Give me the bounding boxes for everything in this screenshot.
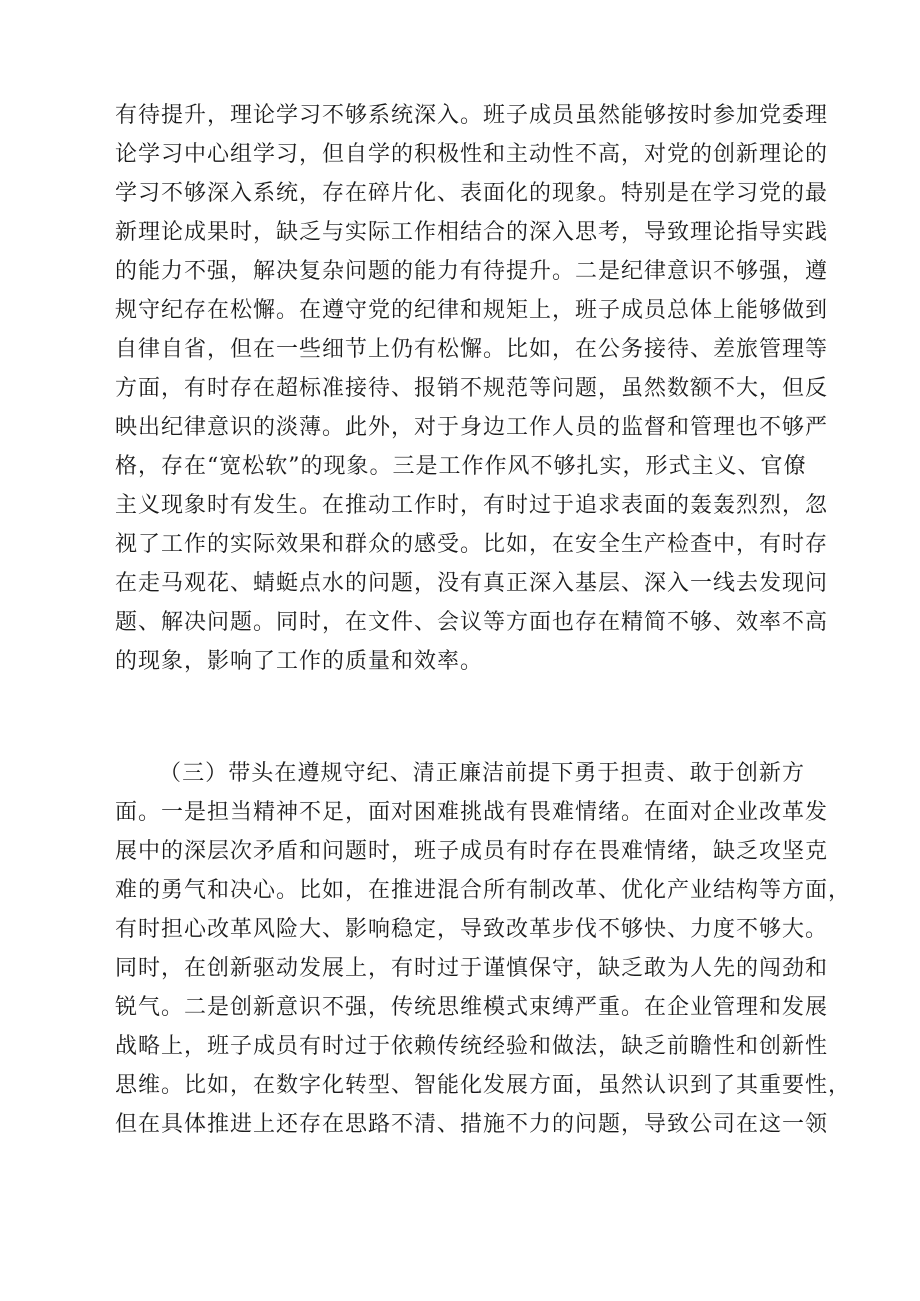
text-line: 视了工作的实际效果和群众的感受。比如，在安全生产检查中，有时存 xyxy=(115,532,829,557)
text-line: 但在具体推进上还存在思路不清、措施不力的问题，导致公司在这一领 xyxy=(115,1112,829,1137)
body-paragraph-1 xyxy=(115,96,829,681)
text-line: 规守纪存在松懈。在遵守党的纪律和规矩上，班子成员总体上能够做到 xyxy=(115,298,829,323)
text-line: 新理论成果时，缺乏与实际工作相结合的深入思考，导致理论指导实践 xyxy=(115,220,829,245)
text-line: 在走马观花、蜻蜓点水的问题，没有真正深入基层、深入一线去发现问 xyxy=(115,571,829,596)
text-line: 映出纪律意识的淡薄。此外，对于身边工作人员的监督和管理也不够严 xyxy=(115,415,829,440)
text-line: 有待提升，理论学习不够系统深入。班子成员虽然能够按时参加党委理 xyxy=(115,103,829,128)
text-line: 格，存在“宽松软”的现象。三是工作作风不够扎实，形式主义、官僚 xyxy=(115,454,807,479)
text-line: 主义现象时有发生。在推动工作时，有时过于追求表面的轰轰烈烈，忽 xyxy=(115,493,829,518)
section-heading-line: （三）带头在遵规守纪、清正廉洁前提下勇于担责、敢于创新方 xyxy=(159,761,805,786)
text-line: 的能力不强，解决复杂问题的能力有待提升。二是纪律意识不够强，遵 xyxy=(115,259,829,284)
text-line: 难的勇气和决心。比如，在推进混合所有制改革、优化产业结构等方面， xyxy=(115,878,852,903)
text-line: 展中的深层次矛盾和问题时，班子成员有时存在畏难情绪，缺乏攻坚克 xyxy=(115,839,829,864)
body-paragraph-2 xyxy=(115,754,852,1144)
text-line: 思维。比如，在数字化转型、智能化发展方面，虽然认识到了其重要性， xyxy=(115,1073,852,1098)
text-line: 锐气。二是创新意识不强，传统思维模式束缚严重。在企业管理和发展 xyxy=(115,995,829,1020)
text-line: 自律自省，但在一些细节上仍有松懈。比如，在公务接待、差旅管理等 xyxy=(115,337,829,362)
text-line: 的现象，影响了工作的质量和效率。 xyxy=(115,649,484,674)
text-line: 方面，有时存在超标准接待、报销不规范等问题，虽然数额不大，但反 xyxy=(115,376,829,401)
text-line: 题、解决问题。同时，在文件、会议等方面也存在精简不够、效率不高 xyxy=(115,610,829,635)
text-line: 有时担心改革风险大、影响稳定，导致改革步伐不够快、力度不够大。 xyxy=(115,917,829,942)
text-line: 同时，在创新驱动发展上，有时过于谨慎保守，缺乏敢为人先的闯劲和 xyxy=(115,956,829,981)
text-line: 论学习中心组学习，但自学的积极性和主动性不高，对党的创新理论的 xyxy=(115,142,829,167)
text-line: 面。一是担当精神不足，面对困难挑战有畏难情绪。在面对企业改革发 xyxy=(115,800,829,825)
text-line: 战略上，班子成员有时过于依赖传统经验和做法，缺乏前瞻性和创新性 xyxy=(115,1034,829,1059)
text-line: 学习不够深入系统，存在碎片化、表面化的现象。特别是在学习党的最 xyxy=(115,181,829,206)
